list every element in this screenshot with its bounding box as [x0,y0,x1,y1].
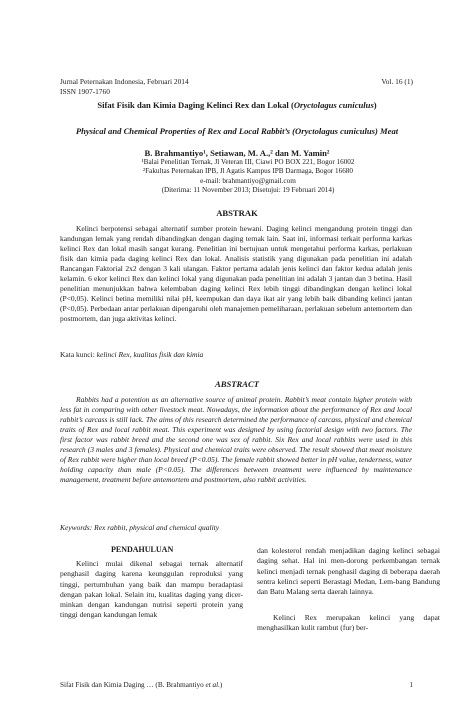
volume-label: Vol. 16 (1) [381,77,413,86]
affiliation-2: ²Fakultas Peternakan IPB, Jl Agatis Kampus IPB Darmaga, Bogor 16680 [143,167,353,176]
author-email: e-mail: brahmantiyo@gmail.com [200,176,296,185]
intro-left-column: Kelinci mulai dikenal sebagai ternak alternatif penghasil daging karena keunggulan reproduksi yang tinggi, pertumbuhan yang baik dan mampu beradaptasi dengan pakan lokal. Selain itu, kualitas daging yang dicer-minkan dengan kandungan nutrisi seperti protein yang tinggi dengan kandungan lemak [60,559,243,620]
abstrak-heading: ABSTRAK [216,208,258,218]
intro-right-column-p2: Kelinci Rex merupakan kelinci yang dapat menghasilkan kulit rambut (fur) ber- [257,613,440,633]
paper-title-english: Physical and Chemical Properties of Rex and Local Rabbit’s (Oryctolagus cuniculus) Meat [75,126,399,136]
abstrak-keywords: Kata kunci: kelinci Rex, kualitas fisik dan kimia [60,350,204,359]
abstract-keywords: Keywords: Rex rabbit, physical and chemical quality [60,523,220,532]
intro-heading: PENDAHULUAN [111,545,174,554]
journal-name: Jurnal Peternakan Indonesia, Februari 2014 [60,77,189,86]
abstract-heading: ABSTRACT [215,379,259,389]
abstract-body: Rabbits had a potention as an alternative source of animal protein. Rabbit’s meat contain higher protein with less fat in comparing with other livestock meat. Nowadays, the information about the performance of Rex and local rabbit’s carcass is still lack. The aims of this research determined the performance of carcass, physical and chemical traits of Rex and local rabbit meat. This experiment was designed by using factorial design with two factors. The first factor was rabbit breed and the second one was sex of rabbit. Six Rex and local rabbits were used in this research (3 males and 3 females). Physical and chemical traits were observed. The result showed that meat moisture of Rex rabbit were higher than local breed (P<0.05). The female rabbit showed better in pH value, tenderness, water holding capacity than male (P<0.05). The differences between treatment were influenced by maintenance management, treatment before antemortem and postmortem, also rabbit activities. [60,395,412,485]
affiliation-1: ¹Balai Penelitian Ternak, Jl Veteran III, Ciawi PO BOX 221, Bogor 16002 [141,158,355,166]
issn-label: ISSN 1907-1760 [60,87,110,96]
paper-title-indonesian: Sifat Fisik dan Kimia Daging Kelinci Rex dan Lokal (Oryctolagus cuniculus) [97,100,377,110]
received-accepted-dates: (Diterima: 11 November 2013; Disetujui: 19 Februari 2014) [161,186,335,195]
intro-right-column-p1: dan kolesterol rendah menjadikan daging kelinci sebagai daging sehat. Hal ini men-dorong perkembangan ternak kelinci menjadi ternak penghasil daging di beberapa daerah sentra kelinci seperti Berastagi Medan, Lem-bang Bandung dan Batu Malang serta daerah lainnya. [257,546,440,597]
page-number: 1 [409,681,413,689]
abstrak-body: Kelinci berpotensi sebagai alternatif sumber protein hewani. Daging kelinci mengandung protein tinggi dan kandungan lemak yang rendah dibandingkan dengan daging ternak lain. Saat ini, informasi terkait performa karkas kelinci Rex dan lokal masih sangat kurang. Penelitian ini bertujuan untuk mengetahui performa karkas, perlakuan fisik dan kimia pada daging kelinci Rex dan lokal. Analisis statistik yang digunakan pada penelitian ini adalah Rancangan Faktorial 2x2 dengan 3 kali ulangan. Faktor pertama adalah jenis kelinci dan faktor kedua adalah jenis kelamin. 6 ekor kelinci Rex dan kelinci lokal yang digunakan pada penelitian ini adalah 3 jantan dan 3 betina. Hasil penelitian menunjukkan bahwa kelembaban daging kelinci Rex lebih tinggi dibandingkan dengan kelinci lokal (P<0,05). Kelinci betina memiliki nilai pH, keempukan dan daya ikat air yang lebih baik dibanding kelinci jantan (P<0,05). Perbedaan antar perlakuan dipengaruhi oleh manajemen pemeliharaan, perlakuan sebelum antemortem dan postmortem, dan juga aktivitas kelinci. [60,224,412,324]
running-footer: Sifat Fisik dan Kimia Daging … (B. Brahmantiyo et al.) [60,681,223,689]
affiliations [128,158,368,196]
author-list: B. Brahmantiyo¹, Setiawan, M. A.,² dan M. Yamin² [144,148,330,158]
